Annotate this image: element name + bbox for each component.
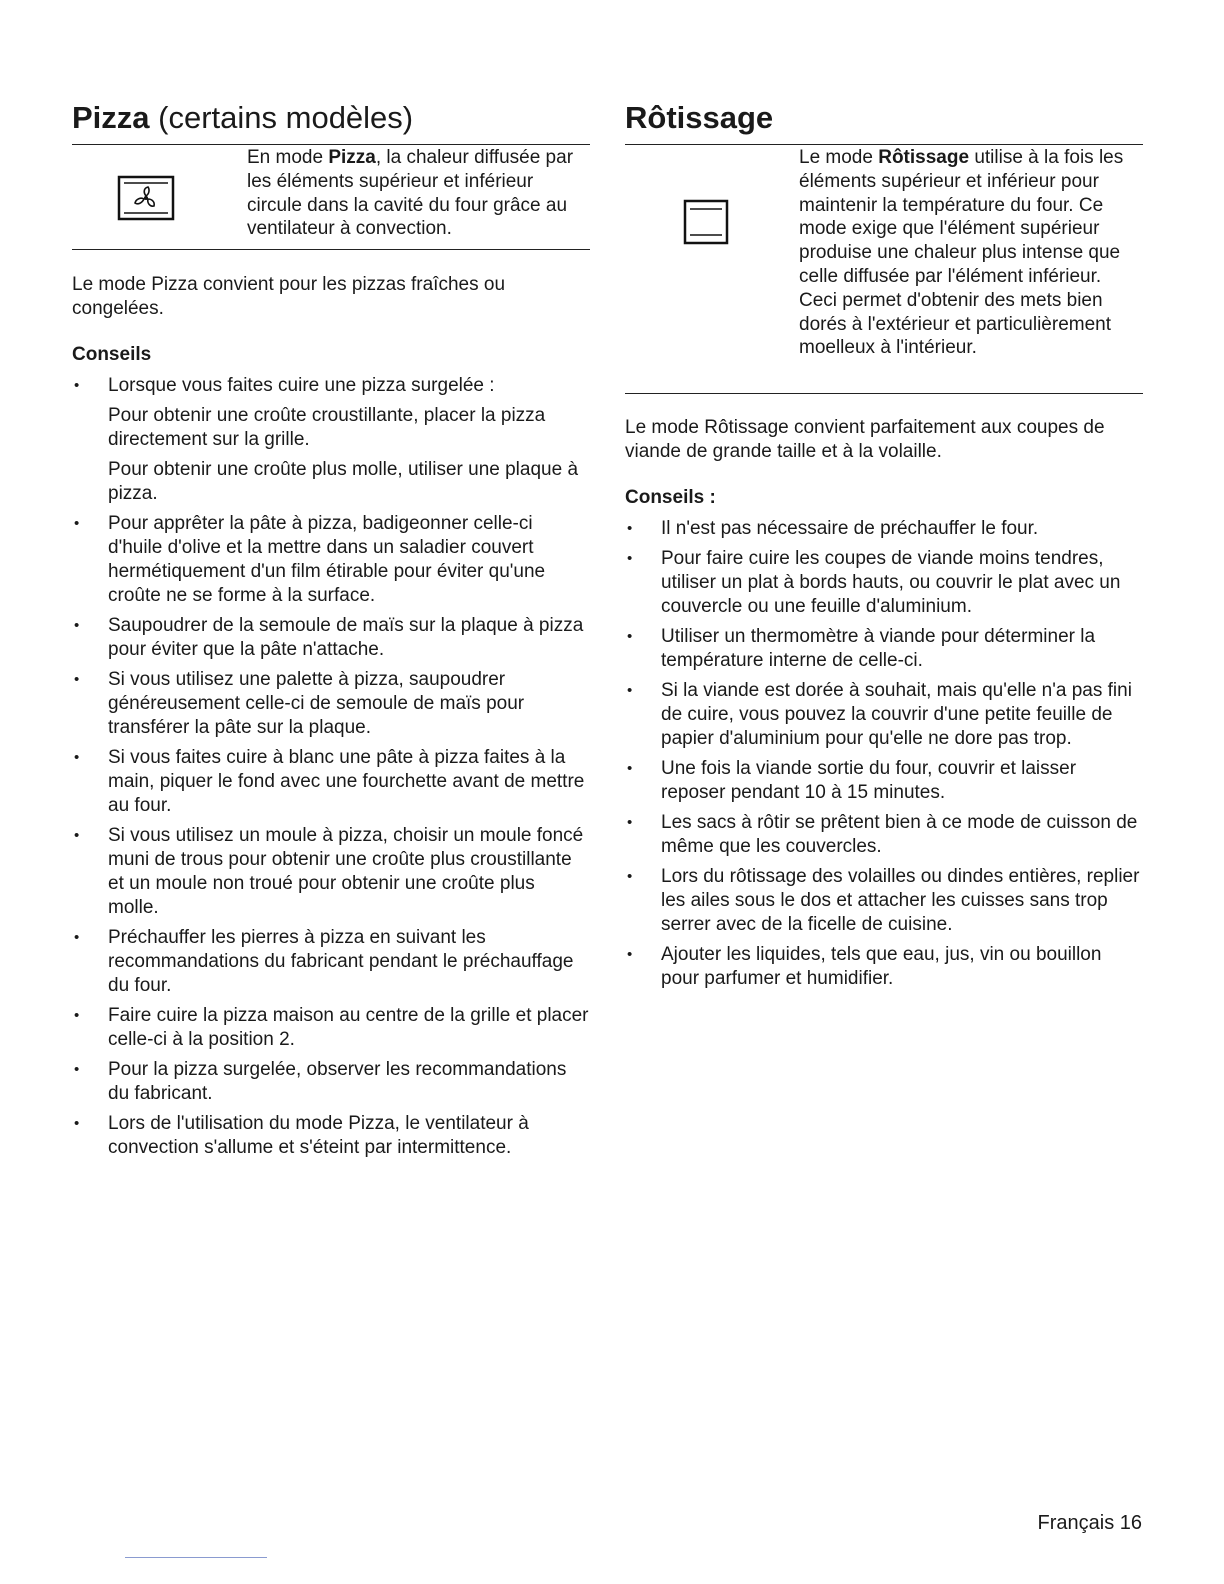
pizza-mode-box xyxy=(72,144,590,250)
list-item: • Si vous utilisez une palette à pizza, saupoudrer généreusement celle-ci de semoule de maïs pour transférer la pâte sur la plaque. xyxy=(72,668,590,740)
list-item: • Lors du rôtissage des volailles ou dindes entières, replier les ailes sous le dos et attacher les cuisses sans trop serrer avec de la ficelle de cuisine. xyxy=(625,865,1143,937)
page-number: Français 16 xyxy=(1037,1512,1142,1534)
convection-fan-icon xyxy=(117,175,175,221)
list-item: • Il n'est pas nécessaire de préchauffer le four. xyxy=(625,517,1143,541)
rotissage-mode-description: Le mode Rôtissage utilise à la fois les éléments supérieur et inférieur pour maintenir la température du four. Ce mode exige que l'élément supérieur produise une chaleur plus intense que celle diffusée par l'élément inférieur. Ceci permet d'obtenir des mets bien dorés à l'extérieur et particulièrement moelleux à l'intérieur. xyxy=(799,147,1124,359)
rotissage-section xyxy=(625,96,1143,997)
list-item: • Si vous faites cuire à blanc une pâte à pizza faites à la main, piquer le fond avec une fourchette avant de mettre au four. xyxy=(72,746,590,818)
list-item: • Pour la pizza surgelée, observer les recommandations du fabricant. xyxy=(72,1058,590,1106)
list-item: • Lors de l'utilisation du mode Pizza, le ventilateur à convection s'allume et s'éteint par intermittence. xyxy=(72,1112,590,1160)
list-item: • Une fois la viande sortie du four, couvrir et laisser reposer pendant 10 à 15 minutes. xyxy=(625,757,1143,805)
list-item: • Pour faire cuire les coupes de viande moins tendres, utiliser un plat à bords hauts, ou couvrir le plat avec un couvercle ou une feuille d'aluminium. xyxy=(625,547,1143,619)
footer-divider xyxy=(125,1557,267,1558)
pizza-mode-description: En mode Pizza, la chaleur diffusée par les éléments supérieur et inférieur circule dans la cavité du four grâce au ventilateur à convection. xyxy=(247,147,574,240)
pizza-intro: Le mode Pizza convient pour les pizzas fraîches ou congelées. xyxy=(72,274,506,319)
rotissage-tips-list xyxy=(625,517,1143,991)
list-item: • Si la viande est dorée à souhait, mais qu'elle n'a pas fini de cuire, vous pouvez la couvrir d'une petite feuille de papier d'aluminium pour qu'elle ne dore pas trop. xyxy=(625,679,1143,751)
pizza-title: Pizza (certains modèles) xyxy=(72,100,414,135)
pizza-section xyxy=(72,96,590,1166)
rotissage-mode-box xyxy=(625,144,1143,394)
list-item: • Lorsque vous faites cuire une pizza surgelée : Pour obtenir une croûte croustillante, placer la pizza directement sur la grille. Pour obtenir une croûte plus molle, utiliser une plaque à pizza. xyxy=(72,374,590,506)
rotissage-tips-title: Conseils : xyxy=(625,487,716,508)
rotissage-intro: Le mode Rôtissage convient parfaitement aux coupes de viande de grande taille et à la volaille. xyxy=(625,417,1105,462)
list-item: • Si vous utilisez un moule à pizza, choisir un moule foncé muni de trous pour obtenir une croûte plus croustillante et un moule non troué pour obtenir une croûte plus molle. xyxy=(72,824,590,920)
pizza-tips-title: Conseils xyxy=(72,344,152,365)
rotissage-title: Rôtissage xyxy=(625,100,774,135)
list-item: • Faire cuire la pizza maison au centre de la grille et placer celle-ci à la position 2. xyxy=(72,1004,590,1052)
top-bottom-element-icon xyxy=(683,199,729,245)
list-item: • Préchauffer les pierres à pizza en suivant les recommandations du fabricant pendant le préchauffage du four. xyxy=(72,926,590,998)
list-item: • Pour apprêter la pâte à pizza, badigeonner celle-ci d'huile d'olive et la mettre dans un saladier couvert hermétiquement d'un film étirable pour éviter qu'une croûte ne se forme à la surface. xyxy=(72,512,590,608)
list-item: • Saupoudrer de la semoule de maïs sur la plaque à pizza pour éviter que la pâte n'attache. xyxy=(72,614,590,662)
pizza-tips-list xyxy=(72,374,590,1160)
list-item: • Ajouter les liquides, tels que eau, jus, vin ou bouillon pour parfumer et humidifier. xyxy=(625,943,1143,991)
list-item: • Utiliser un thermomètre à viande pour déterminer la température interne de celle-ci. xyxy=(625,625,1143,673)
list-item: • Les sacs à rôtir se prêtent bien à ce mode de cuisson de même que les couvercles. xyxy=(625,811,1143,859)
